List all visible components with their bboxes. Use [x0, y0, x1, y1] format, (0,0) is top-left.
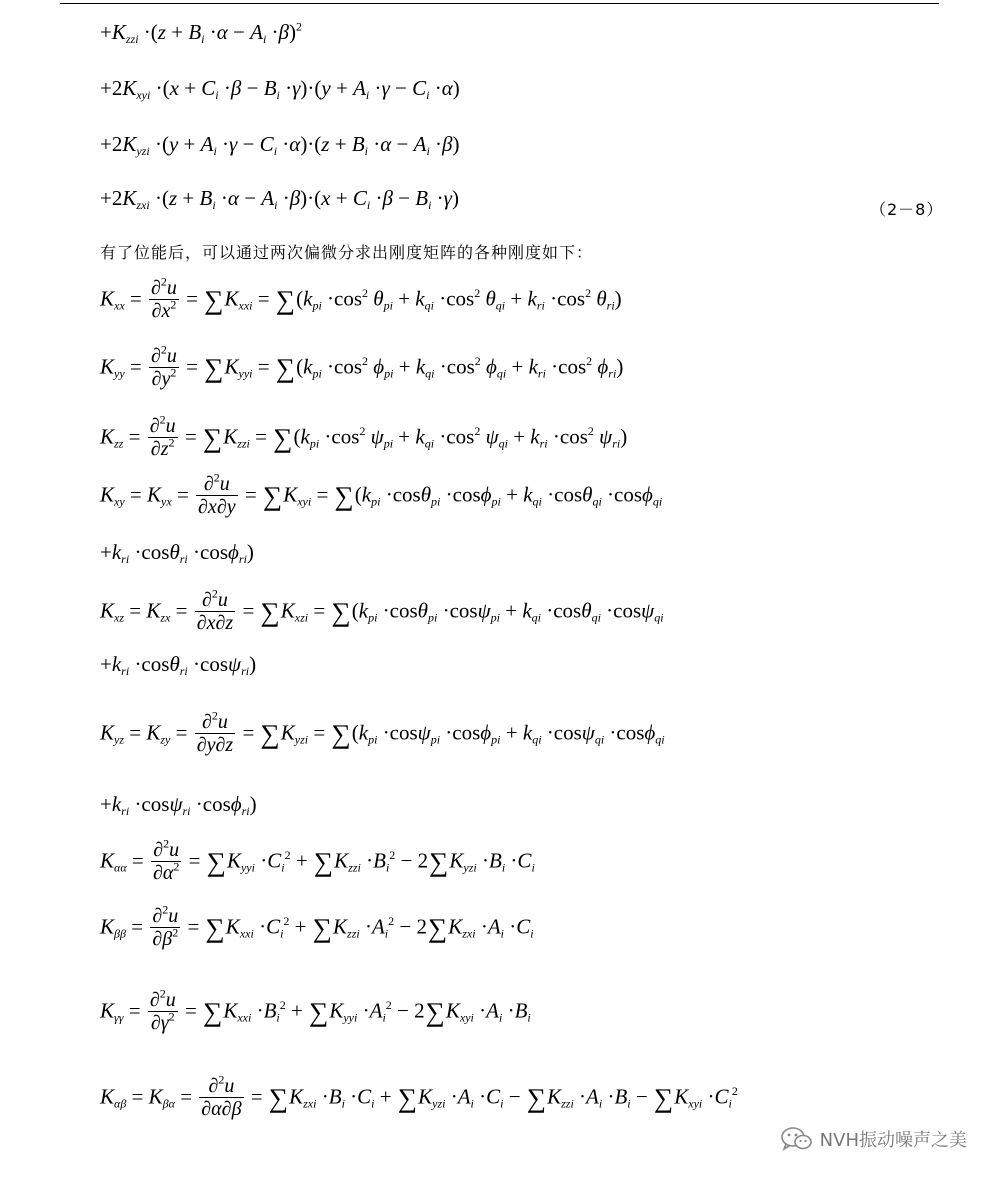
equation-kzz: $K_{zz}$ = $\frac{\partial^2u}{\partial z^2}$ = $\sum K_{zzi} = \sum(k_{pi} \cdot\cos^2$ $\psi_{pi} + k_{qi} \cdot\cos^2$ $\psi_{qi} + k_{ri} \cdot\cos^2$ $\psi_{ri}$)	[100, 412, 628, 460]
equation-kxz-cont: $+k_{ri} \cdot\cos\theta_{ri} \cdot\cos\psi_{ri}$)	[100, 652, 257, 679]
equation-line-xy: $+2K_{xyi} \cdot(x + C_i \cdot\beta - B_i \cdot\gamma)\cdot(y + A_i \cdot\gamma - C_i \cdot\alpha)$	[100, 76, 460, 103]
equation-kxx: $K_{xx}$ = $\frac{\partial^2u}{\partial x^2}$ = $\sum K_{xxi} = \sum(k_{pi} \cdot\cos^2$ $\theta_{pi} + k_{qi} \cdot\cos^2$ $\theta_{qi} + k_{ri} \cdot\cos^2$ $\theta_{ri}$)	[100, 274, 622, 322]
top-rule	[60, 3, 939, 4]
equation-line-yz: $+2K_{yzi} \cdot(y + A_i \cdot\gamma - C_i \cdot\alpha)\cdot(z + B_i \cdot\alpha - A_i \cdot\beta)$	[100, 132, 460, 159]
watermark-text: NVH振动噪声之美	[819, 1130, 967, 1151]
equation-line-zx: $+2K_{zxi} \cdot(z + B_i \cdot\alpha - A_i \cdot\beta)\cdot(x + C_i \cdot\beta - B_i \cdot\gamma)$	[100, 186, 459, 213]
equation-number: （2－8）	[870, 200, 944, 219]
equation-kyz-cont: $+k_{ri} \cdot\cos\psi_{ri} \cdot\cos\phi_{ri}$)	[100, 792, 257, 819]
body-text: 有了位能后，可以通过两次偏微分求出刚度矩阵的各种刚度如下：	[100, 243, 594, 262]
watermark	[780, 1126, 967, 1152]
equation-kyy: $K_{yy}$ = $\frac{\partial^2u}{\partial y^2}$ = $\sum K_{yyi} = \sum(k_{pi} \cdot\cos^2$ $\phi_{pi} + k_{qi} \cdot\cos^2$ $\phi_{qi} + k_{ri} \cdot\cos^2$ $\phi_{ri}$)	[100, 342, 624, 390]
equation-kxy-cont: $+k_{ri} \cdot\cos\theta_{ri} \cdot\cos\phi_{ri}$)	[100, 540, 254, 567]
equation-kbb: $K_{\beta\beta}$ = $\frac{\partial^2u}{\partial\beta^2}$ = $\sum K_{xxi} \cdot C_i^2 + \sum K_{zzi} \cdot A_i^2 - 2\sum K_{zxi} \cdot A_i \cdot C_i$	[100, 902, 534, 950]
equation-line-zz: $+K_{zzi} \cdot(z + B_i \cdot\alpha - A_i \cdot\beta)^2$	[100, 19, 303, 47]
equation-kxy: $K_{xy} = K_{yx}$ = $\frac{\partial^2u}{\partial x\partial y}$ = $\sum K_{xyi} = \sum(k_{pi} \cdot\cos\theta_{pi} \cdot\cos\phi_{pi} + k_{qi} \cdot\cos\theta_{qi} \cdot\cos\phi_{qi}$	[100, 470, 663, 518]
wechat-icon	[780, 1126, 814, 1152]
equation-kab: $K_{\alpha\beta} = K_{\beta\alpha}$ = $\frac{\partial^2u}{\partial\alpha\partial\beta}$ = $\sum K_{zxi} \cdot B_i \cdot C_i + \sum K_{yzi} \cdot A_i \cdot C_i - \sum K_{zzi} \cdot A_i \cdot B_i - \sum K_{xyi} \cdot C_i^2$	[100, 1072, 738, 1120]
equation-kyz: $K_{yz} = K_{zy}$ = $\frac{\partial^2u}{\partial y\partial z}$ = $\sum K_{yzi} = \sum(k_{pi} \cdot\cos\psi_{pi} \cdot\cos\phi_{pi} + k_{qi} \cdot\cos\psi_{qi} \cdot\cos\phi_{qi}$	[100, 708, 665, 756]
equation-kxz: $K_{xz} = K_{zx}$ = $\frac{\partial^2u}{\partial x\partial z}$ = $\sum K_{xzi} = \sum(k_{pi} \cdot\cos\theta_{pi} \cdot\cos\psi_{pi} + k_{qi} \cdot\cos\theta_{qi} \cdot\cos\psi_{qi}$	[100, 586, 664, 634]
equation-kaa: $K_{\alpha\alpha}$ = $\frac{\partial^2u}{\partial\alpha^2}$ = $\sum K_{yyi} \cdot C_i^2 + \sum K_{zzi} \cdot B_i^2 - 2\sum K_{yzi} \cdot B_i \cdot C_i$	[100, 836, 535, 884]
equation-kgg: $K_{\gamma\gamma}$ = $\frac{\partial^2u}{\partial\gamma^2}$ = $\sum K_{xxi} \cdot B_i^2 + \sum K_{yyi} \cdot A_i^2 - 2\sum K_{xyi} \cdot A_i \cdot B_i$	[100, 986, 531, 1034]
